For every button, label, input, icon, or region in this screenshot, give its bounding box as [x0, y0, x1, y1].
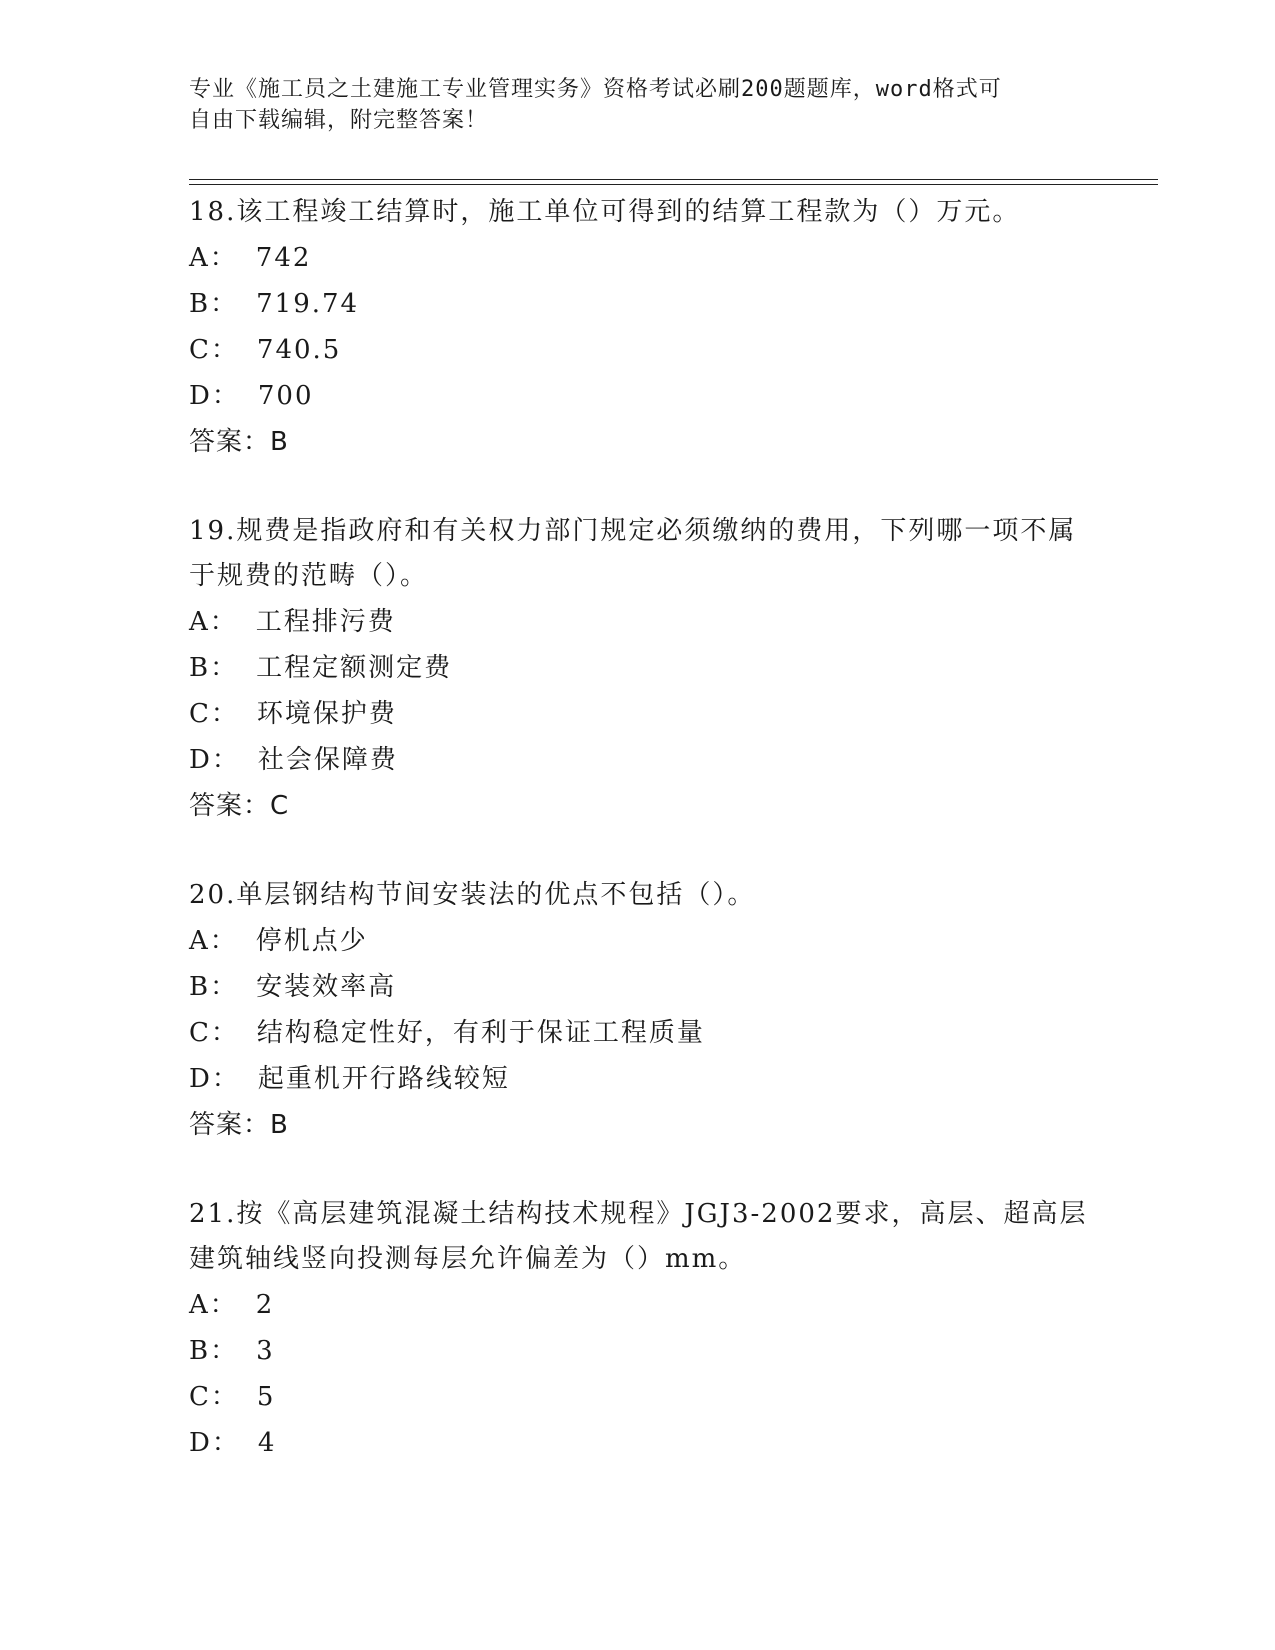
option-d: [189, 1420, 1089, 1466]
option-text: 700: [257, 381, 314, 411]
option-a: [189, 1282, 1089, 1328]
option-letter: A：: [189, 607, 238, 637]
answer-text: 答案：B: [189, 427, 289, 457]
option-letter: D：: [189, 1428, 240, 1458]
option-text: 719.74: [256, 289, 360, 319]
option-text: 结构稳定性好，有利于保证工程质量: [256, 1018, 705, 1048]
option-text: 工程排污费: [255, 607, 396, 637]
option-c: [189, 327, 1089, 373]
option-d: [189, 1056, 1089, 1102]
option-b: [189, 1328, 1089, 1374]
option-letter: D：: [189, 745, 240, 775]
header-line-2: 自由下载编辑，附完整答案！: [189, 108, 489, 133]
option-letter: D：: [189, 381, 240, 411]
question-item: [189, 873, 1089, 1148]
option-letter: D：: [189, 1064, 240, 1094]
answer-text: 答案：C: [189, 791, 290, 821]
option-a: [189, 918, 1089, 964]
option-d: [189, 737, 1089, 783]
option-text: 工程定额测定费: [256, 653, 453, 683]
option-letter: C：: [189, 1018, 239, 1048]
question-text: 19.规费是指政府和有关权力部门规定必须缴纳的费用，下列哪一项不属于规费的范畴（）。: [189, 516, 1077, 591]
option-c: [189, 691, 1089, 737]
option-text: 安装效率高: [256, 972, 397, 1002]
option-b: [189, 645, 1089, 691]
option-c: [189, 1010, 1089, 1056]
question-text: 18.该工程竣工结算时，施工单位可得到的结算工程款为（）万元。: [189, 197, 1021, 227]
option-text: 740.5: [256, 335, 342, 365]
option-text: 停机点少: [255, 926, 368, 956]
question-item: [189, 190, 1089, 465]
option-letter: C：: [189, 1382, 239, 1412]
option-text: 环境保护费: [256, 699, 397, 729]
option-text: 起重机开行路线较短: [257, 1064, 510, 1094]
option-d: [189, 373, 1089, 419]
answer-text: 答案：B: [189, 1110, 289, 1140]
option-text: 5: [256, 1382, 276, 1412]
option-text: 742: [255, 243, 312, 273]
header-line-1: 专业《施工员之土建施工专业管理实务》资格考试必刷200题题库，word格式可: [189, 77, 1002, 102]
question-list: [189, 190, 1089, 1510]
option-letter: A：: [189, 1290, 238, 1320]
option-text: 3: [256, 1336, 275, 1366]
option-letter: C：: [189, 699, 239, 729]
question-text: 21.按《高层建筑混凝土结构技术规程》JGJ3-2002要求，高层、超高层建筑轴线竖向投测每层允许偏差为（）mm。: [189, 1199, 1088, 1274]
option-letter: B：: [189, 1336, 239, 1366]
option-a: [189, 235, 1089, 281]
header-divider-top: [189, 179, 1158, 180]
option-a: [189, 599, 1089, 645]
header-divider-bottom: [189, 184, 1158, 185]
option-text: 社会保障费: [257, 745, 398, 775]
option-b: [189, 964, 1089, 1010]
option-letter: B：: [189, 972, 239, 1002]
option-b: [189, 281, 1089, 327]
question-item: [189, 1192, 1089, 1466]
option-text: 4: [257, 1428, 277, 1458]
option-letter: C：: [189, 335, 239, 365]
option-letter: B：: [189, 653, 239, 683]
option-letter: A：: [189, 243, 238, 273]
document-header: [189, 74, 1089, 136]
option-letter: B：: [189, 289, 239, 319]
option-c: [189, 1374, 1089, 1420]
question-item: [189, 509, 1089, 829]
option-text: 2: [255, 1290, 275, 1320]
option-letter: A：: [189, 926, 238, 956]
question-text: 20.单层钢结构节间安装法的优点不包括（）。: [189, 880, 756, 910]
